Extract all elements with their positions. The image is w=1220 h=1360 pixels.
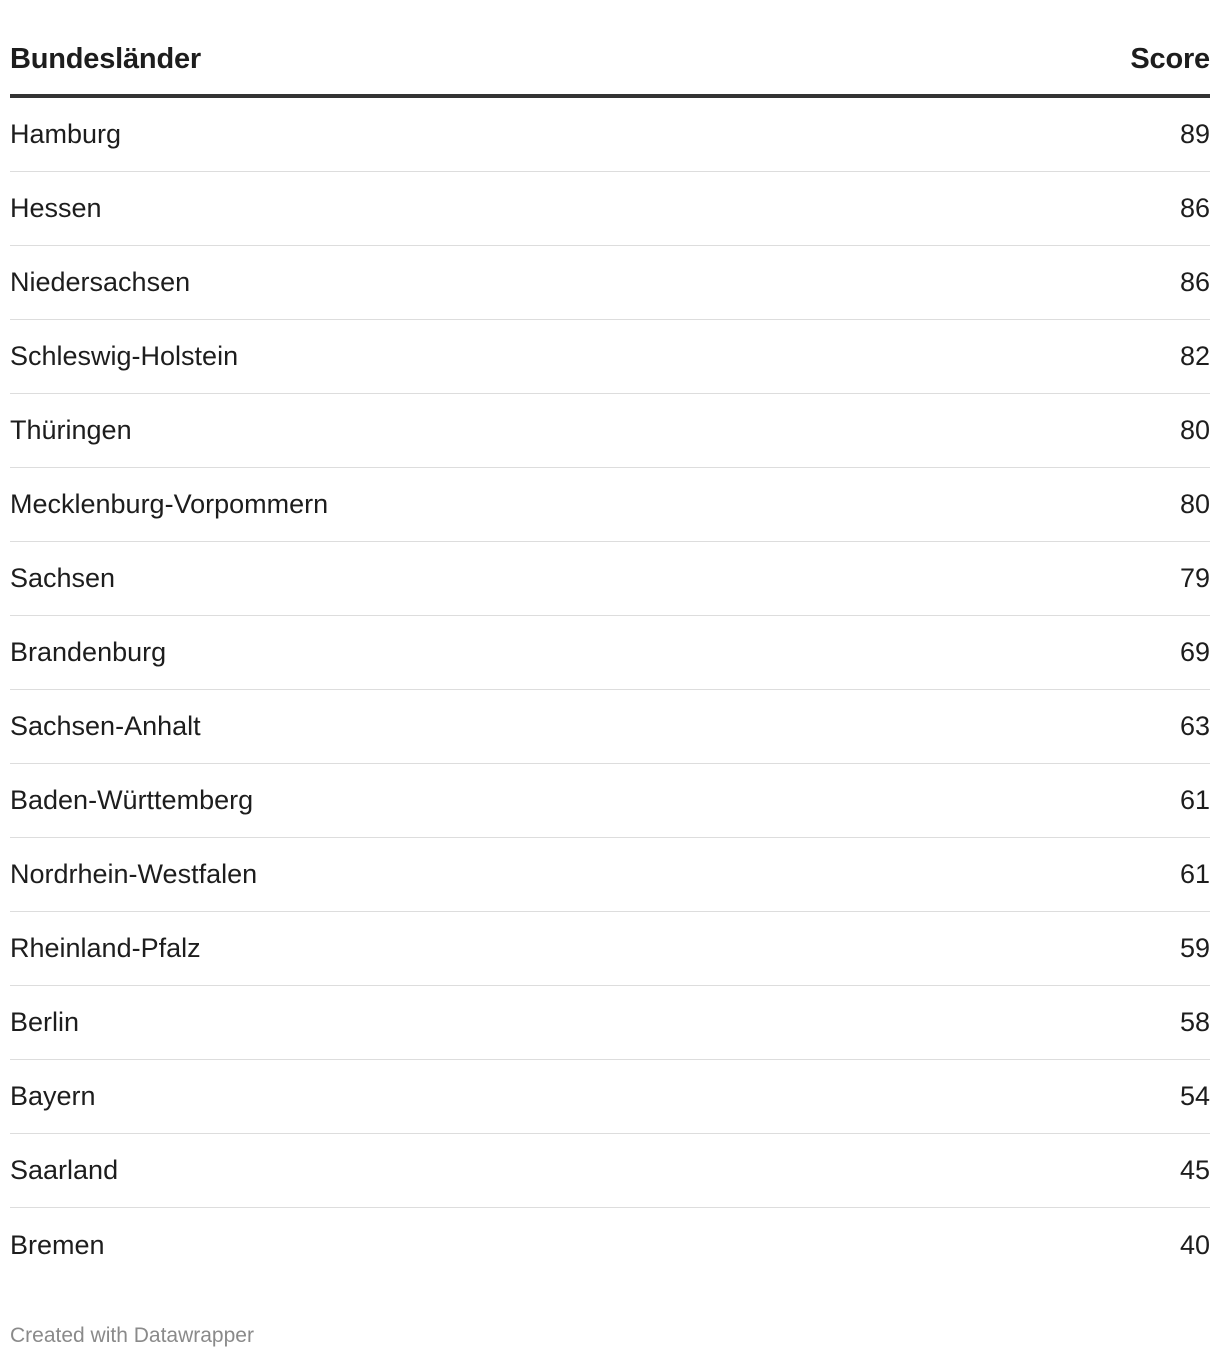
table-row: [10, 912, 1210, 986]
state-name-cell: Mecklenburg-Vorpommern: [10, 489, 329, 519]
score-cell: 79: [1179, 563, 1210, 593]
table-row: [10, 690, 1210, 764]
table-row: [10, 98, 1210, 172]
state-name-cell: Sachsen-Anhalt: [10, 711, 201, 741]
score-cell: 86: [1179, 267, 1210, 297]
column-header-score[interactable]: Score: [1130, 43, 1210, 75]
state-name-cell: Sachsen: [10, 563, 116, 593]
table-row: [10, 246, 1210, 320]
state-name-cell: Brandenburg: [10, 637, 167, 667]
table-row: [10, 320, 1210, 394]
table-row: [10, 542, 1210, 616]
table-row: [10, 616, 1210, 690]
state-name-cell: Baden-Württemberg: [10, 785, 254, 815]
score-cell: 89: [1179, 119, 1210, 149]
table-row: [10, 1060, 1210, 1134]
score-cell: 59: [1179, 933, 1210, 963]
table-row: [10, 764, 1210, 838]
table-row: [10, 838, 1210, 912]
state-name-cell: Schleswig-Holstein: [10, 341, 239, 371]
table-row: [10, 986, 1210, 1060]
table-row: [10, 1134, 1210, 1208]
score-cell: 69: [1179, 637, 1210, 667]
state-name-cell: Hessen: [10, 193, 102, 223]
state-name-cell: Saarland: [10, 1155, 119, 1185]
table-row: [10, 1208, 1210, 1282]
column-header-bundeslaender[interactable]: Bundesländer: [10, 43, 201, 75]
state-name-cell: Rheinland-Pfalz: [10, 933, 201, 963]
score-cell: 80: [1179, 415, 1210, 445]
score-cell: 54: [1179, 1081, 1210, 1111]
state-name-cell: Bremen: [10, 1229, 105, 1260]
state-name-cell: Berlin: [10, 1007, 80, 1037]
score-cell: 40: [1179, 1229, 1210, 1260]
table-row: [10, 172, 1210, 246]
state-name-cell: Hamburg: [10, 119, 122, 149]
state-name-cell: Niedersachsen: [10, 267, 191, 297]
score-cell: 86: [1179, 193, 1210, 223]
score-cell: 80: [1179, 489, 1210, 519]
state-name-cell: Nordrhein-Westfalen: [10, 859, 258, 889]
state-name-cell: Thüringen: [10, 415, 132, 445]
data-table: [10, 0, 1210, 1282]
score-cell: 63: [1179, 711, 1210, 741]
table-body: [10, 98, 1210, 1282]
state-name-cell: Bayern: [10, 1081, 96, 1111]
score-cell: 58: [1179, 1007, 1210, 1037]
datawrapper-credit: Created with Datawrapper: [10, 1324, 254, 1347]
table-row: [10, 468, 1210, 542]
table-row: [10, 394, 1210, 468]
score-cell: 61: [1179, 785, 1210, 815]
score-cell: 61: [1179, 859, 1210, 889]
score-cell: 45: [1179, 1155, 1210, 1185]
score-cell: 82: [1179, 341, 1210, 371]
table-header: [10, 0, 1210, 98]
